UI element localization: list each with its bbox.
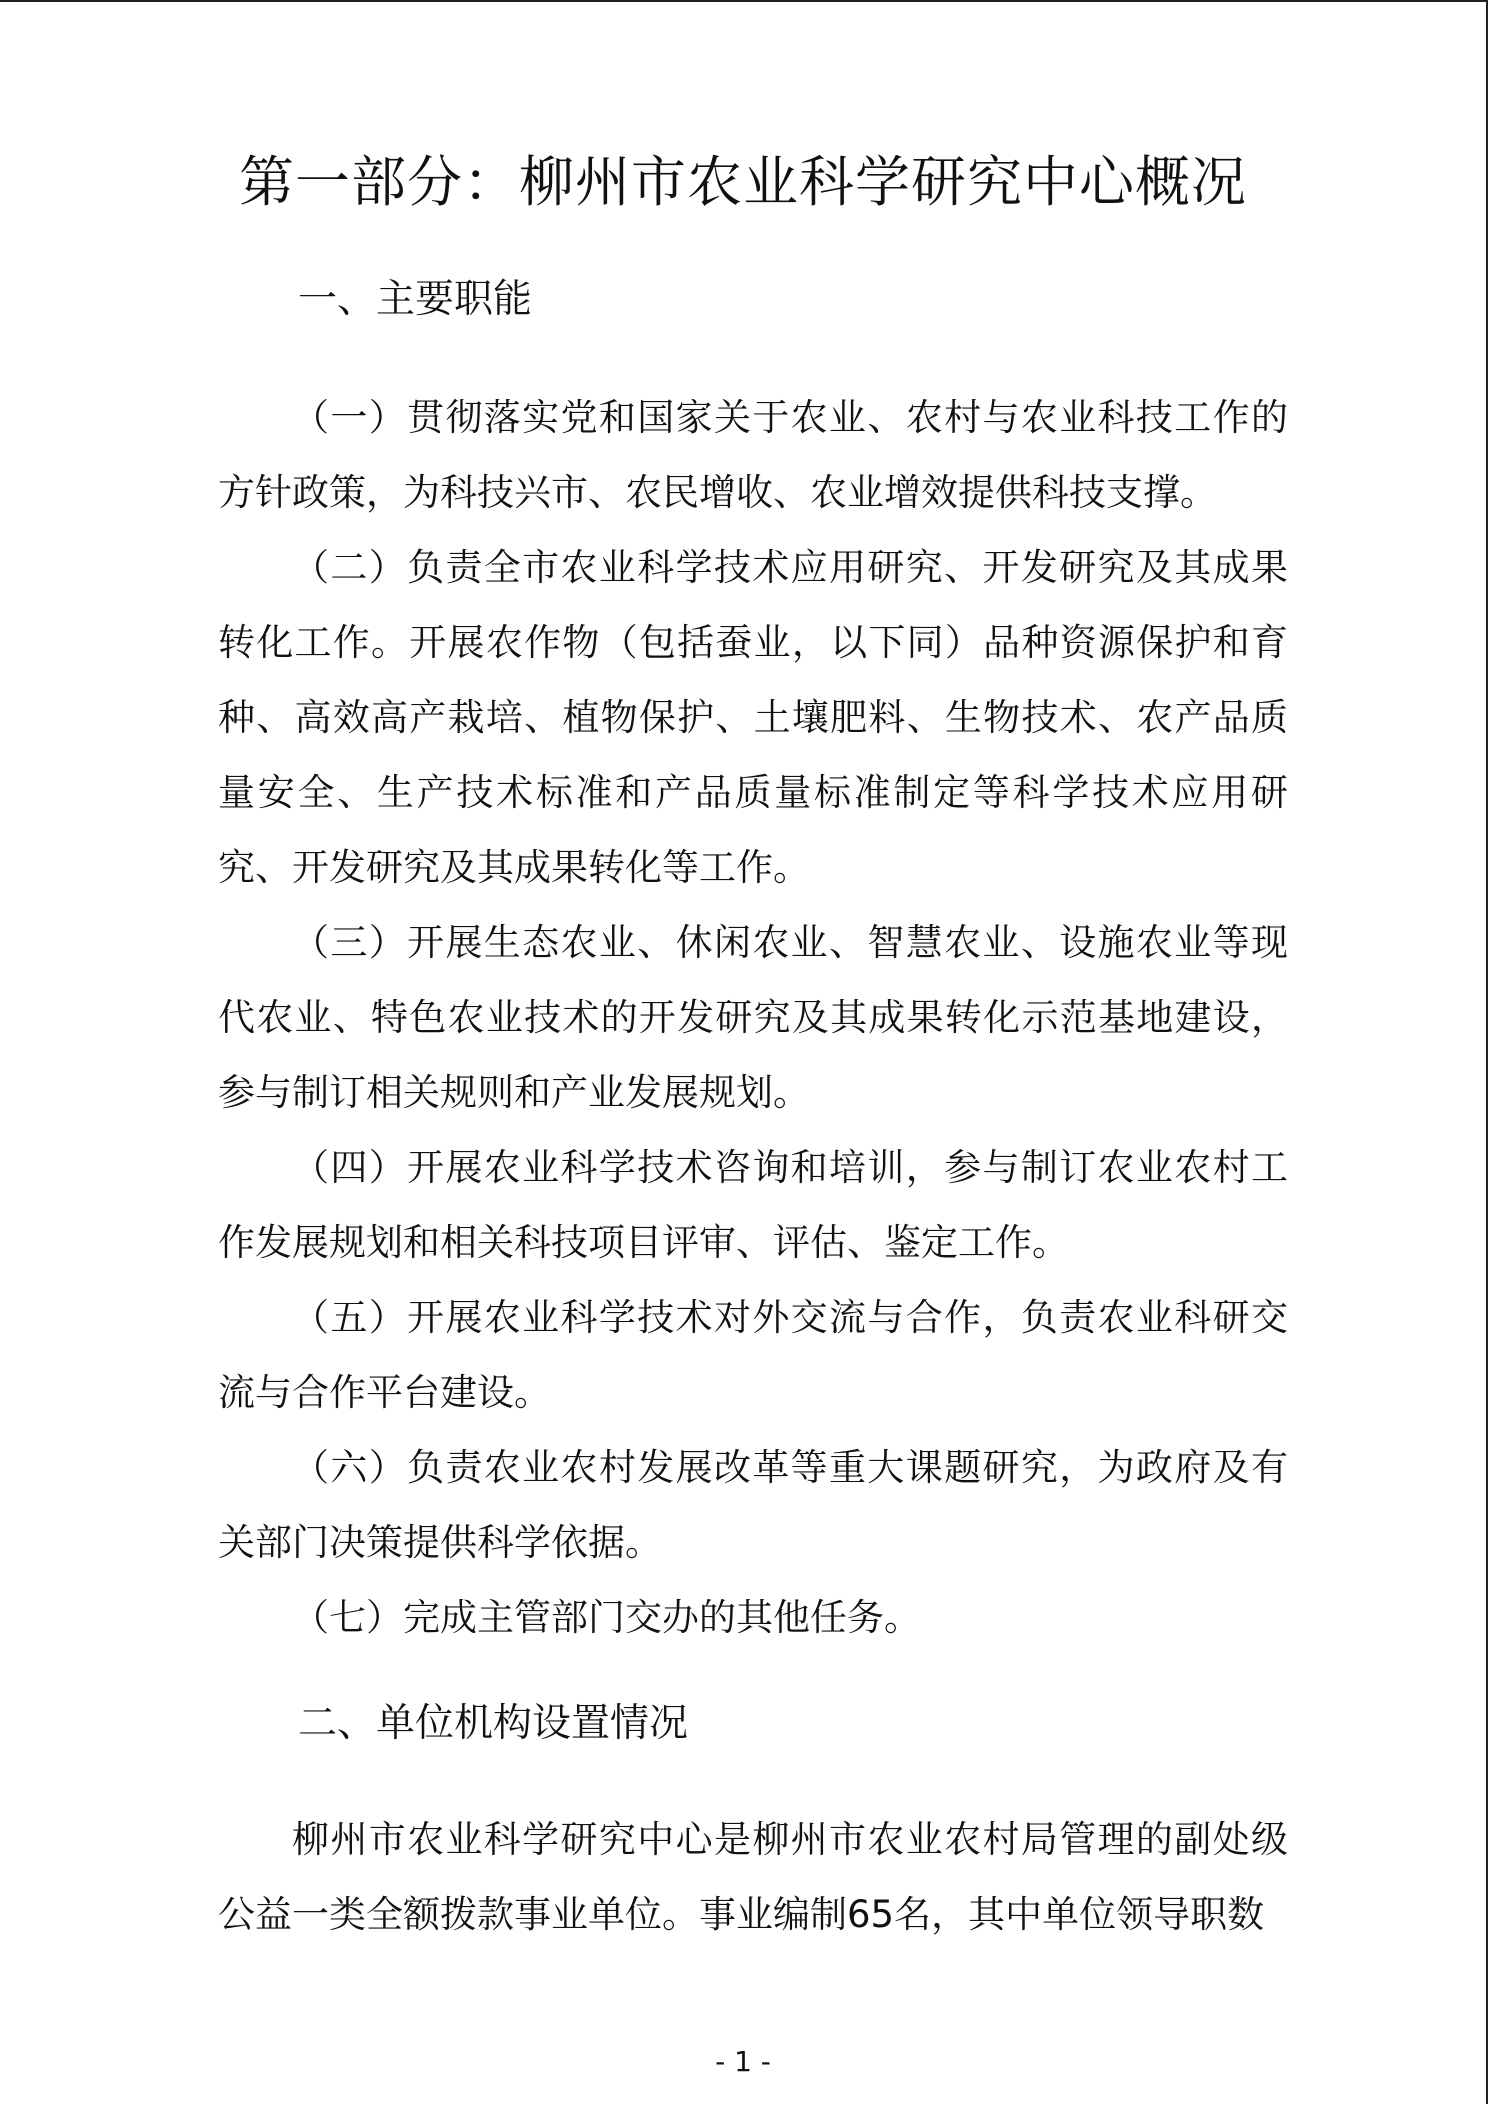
section-heading-main-functions: 一、主要职能 xyxy=(298,277,533,322)
paragraph: （七）完成主管部门交办的其他任务。 xyxy=(292,1596,921,1639)
paragraph: （五）开展农业科学技术对外交流与合作，负责农业科研交流与合作平台建设。 xyxy=(218,1296,1288,1414)
paragraph: （一）贯彻落实党和国家关于农业、农村与农业科技工作的方针政策，为科技兴市、农民增收、农业增效提供科技支撑。 xyxy=(218,396,1288,514)
paragraph: （四）开展农业科学技术咨询和培训，参与制订农业农村工作发展规划和相关科技项目评审、评估、鉴定工作。 xyxy=(218,1146,1288,1264)
section-heading-org-structure: 二、单位机构设置情况 xyxy=(298,1701,689,1746)
page-title: 第一部分：柳州市农业科学研究中心概况 xyxy=(238,150,1247,214)
page-number: - 1 - xyxy=(715,2045,771,2078)
paragraph: （六）负责农业农村发展改革等重大课题研究，为政府及有关部门决策提供科学依据。 xyxy=(218,1446,1288,1564)
paragraph: 柳州市农业科学研究中心是柳州市农业农村局管理的副处级公益一类全额拨款事业单位。事业编制65名，其中单位领导职数 xyxy=(218,1818,1288,1936)
section-body-main-functions xyxy=(218,380,1288,1655)
paragraph: （二）负责全市农业科学技术应用研究、开发研究及其成果转化工作。开展农作物（包括蚕业，以下同）品种资源保护和育种、高效高产栽培、植物保护、土壤肥料、生物技术、农产品质量安全、生产技术标准和产品质量标准制定等科学技术应用研究、开发研究及其成果转化等工作。 xyxy=(218,546,1288,889)
section-body-org-structure xyxy=(218,1802,1288,1952)
paragraph: （三）开展生态农业、休闲农业、智慧农业、设施农业等现代农业、特色农业技术的开发研究及其成果转化示范基地建设，参与制订相关规则和产业发展规划。 xyxy=(218,921,1288,1114)
